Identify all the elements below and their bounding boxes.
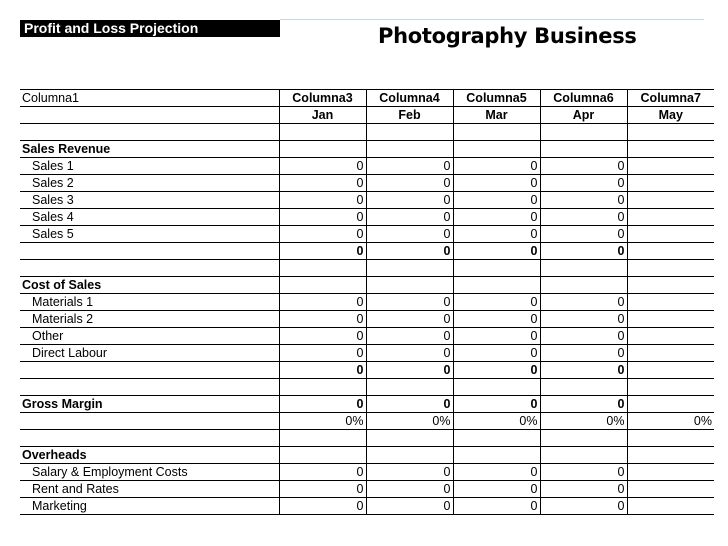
value-cell[interactable]: 0 — [366, 192, 453, 209]
row-label-cell[interactable]: Direct Labour — [20, 345, 279, 362]
value-cell[interactable] — [627, 430, 714, 447]
value-cell[interactable]: 0 — [540, 294, 627, 311]
row-label-cell[interactable]: Marketing — [20, 498, 279, 515]
value-cell[interactable] — [279, 260, 366, 277]
row-label-cell[interactable]: Salary & Employment Costs — [20, 464, 279, 481]
value-cell[interactable]: 0 — [366, 243, 453, 260]
value-cell[interactable]: 0 — [540, 396, 627, 413]
spreadsheet — [20, 89, 712, 515]
table-row — [20, 192, 714, 209]
value-cell[interactable] — [453, 379, 540, 396]
row-label-cell[interactable] — [20, 260, 279, 277]
value-cell[interactable]: 0 — [453, 226, 540, 243]
header-cell[interactable]: Columna1 — [20, 90, 279, 107]
row-label-cell[interactable] — [20, 379, 279, 396]
value-cell[interactable] — [540, 141, 627, 158]
sheet-banner: Profit and Loss Projection — [20, 20, 280, 37]
value-cell[interactable]: 0 — [366, 158, 453, 175]
value-cell[interactable] — [453, 430, 540, 447]
table-row — [20, 311, 714, 328]
month-cell[interactable]: Jan — [279, 107, 366, 124]
value-cell[interactable]: 0 — [453, 294, 540, 311]
value-cell[interactable] — [366, 447, 453, 464]
value-cell[interactable]: 0 — [366, 328, 453, 345]
value-cell[interactable]: 0 — [453, 498, 540, 515]
value-cell[interactable]: 0 — [366, 209, 453, 226]
value-cell[interactable]: 0% — [627, 413, 714, 430]
page-title: Photography Business — [378, 24, 637, 48]
value-cell[interactable]: 0 — [279, 362, 366, 379]
value-cell[interactable]: 0 — [366, 362, 453, 379]
value-cell[interactable] — [627, 447, 714, 464]
pnl-table — [20, 89, 714, 515]
value-cell[interactable] — [279, 379, 366, 396]
value-cell[interactable] — [627, 379, 714, 396]
value-cell[interactable] — [366, 430, 453, 447]
row-label-cell[interactable] — [20, 362, 279, 379]
row-label-cell[interactable] — [20, 413, 279, 430]
value-cell[interactable] — [279, 124, 366, 141]
value-cell[interactable] — [627, 260, 714, 277]
value-cell[interactable] — [627, 277, 714, 294]
table-row — [20, 413, 714, 430]
value-cell[interactable] — [627, 396, 714, 413]
value-cell[interactable] — [627, 311, 714, 328]
value-cell[interactable]: 0 — [453, 158, 540, 175]
value-cell[interactable]: 0% — [540, 413, 627, 430]
value-cell[interactable]: 0 — [366, 311, 453, 328]
value-cell[interactable]: 0 — [453, 175, 540, 192]
value-cell[interactable]: 0 — [279, 294, 366, 311]
value-cell[interactable]: 0 — [540, 464, 627, 481]
row-label-cell[interactable]: Rent and Rates — [20, 481, 279, 498]
value-cell[interactable]: 0 — [279, 158, 366, 175]
value-cell[interactable] — [627, 226, 714, 243]
value-cell[interactable]: 0 — [453, 464, 540, 481]
value-cell[interactable] — [627, 464, 714, 481]
value-cell[interactable]: 0 — [279, 226, 366, 243]
table-row — [20, 209, 714, 226]
value-cell[interactable] — [453, 260, 540, 277]
value-cell[interactable] — [540, 277, 627, 294]
value-cell[interactable]: 0 — [366, 175, 453, 192]
value-cell[interactable] — [540, 260, 627, 277]
value-cell[interactable]: 0 — [279, 464, 366, 481]
value-cell[interactable] — [627, 294, 714, 311]
value-cell[interactable]: 0 — [279, 192, 366, 209]
row-label-cell[interactable]: Sales Revenue — [20, 141, 279, 158]
table-row — [20, 175, 714, 192]
value-cell[interactable]: 0 — [279, 396, 366, 413]
value-cell[interactable]: 0 — [366, 226, 453, 243]
value-cell[interactable]: 0 — [540, 345, 627, 362]
row-label-cell[interactable]: Sales 5 — [20, 226, 279, 243]
value-cell[interactable] — [366, 277, 453, 294]
header-cell[interactable]: Columna7 — [627, 90, 714, 107]
value-cell[interactable]: 0% — [453, 413, 540, 430]
table-row — [20, 362, 714, 379]
value-cell[interactable]: 0% — [279, 413, 366, 430]
header-cell[interactable]: Columna4 — [366, 90, 453, 107]
value-cell[interactable]: 0 — [540, 175, 627, 192]
value-cell[interactable] — [627, 345, 714, 362]
value-cell[interactable] — [279, 277, 366, 294]
month-cell[interactable] — [20, 107, 279, 124]
row-label-cell[interactable]: Sales 3 — [20, 192, 279, 209]
month-row — [20, 107, 714, 124]
value-cell[interactable]: 0 — [453, 362, 540, 379]
value-cell[interactable]: 0 — [453, 345, 540, 362]
value-cell[interactable] — [540, 379, 627, 396]
value-cell[interactable]: 0 — [366, 481, 453, 498]
table-row — [20, 447, 714, 464]
value-cell[interactable] — [627, 243, 714, 260]
value-cell[interactable] — [453, 277, 540, 294]
value-cell[interactable]: 0 — [540, 328, 627, 345]
value-cell[interactable] — [627, 328, 714, 345]
table-row — [20, 124, 714, 141]
value-cell[interactable]: 0 — [453, 243, 540, 260]
value-cell[interactable] — [366, 379, 453, 396]
row-label-cell[interactable]: Materials 2 — [20, 311, 279, 328]
value-cell[interactable]: 0 — [279, 243, 366, 260]
row-label-cell[interactable]: Sales 1 — [20, 158, 279, 175]
table-row — [20, 379, 714, 396]
value-cell[interactable]: 0 — [453, 209, 540, 226]
value-cell[interactable]: 0 — [540, 192, 627, 209]
row-label-cell[interactable]: Cost of Sales — [20, 277, 279, 294]
value-cell[interactable]: 0 — [366, 464, 453, 481]
value-cell[interactable]: 0 — [453, 481, 540, 498]
value-cell[interactable] — [627, 175, 714, 192]
value-cell[interactable] — [627, 481, 714, 498]
row-label-cell[interactable] — [20, 430, 279, 447]
value-cell[interactable] — [366, 260, 453, 277]
value-cell[interactable]: 0 — [279, 345, 366, 362]
value-cell[interactable] — [627, 498, 714, 515]
value-cell[interactable]: 0 — [453, 192, 540, 209]
header-cell[interactable]: Columna6 — [540, 90, 627, 107]
table-row — [20, 464, 714, 481]
table-row — [20, 328, 714, 345]
row-label-cell[interactable]: Sales 2 — [20, 175, 279, 192]
row-label-cell[interactable]: Materials 1 — [20, 294, 279, 311]
value-cell[interactable]: 0 — [366, 345, 453, 362]
header-cell[interactable]: Columna5 — [453, 90, 540, 107]
value-cell[interactable] — [540, 430, 627, 447]
month-cell[interactable]: Mar — [453, 107, 540, 124]
value-cell[interactable]: 0 — [453, 311, 540, 328]
value-cell[interactable]: 0% — [366, 413, 453, 430]
table-row — [20, 226, 714, 243]
table-row — [20, 260, 714, 277]
value-cell[interactable] — [366, 141, 453, 158]
value-cell[interactable]: 0 — [366, 396, 453, 413]
row-label-cell[interactable]: Sales 4 — [20, 209, 279, 226]
value-cell[interactable] — [279, 430, 366, 447]
value-cell[interactable]: 0 — [279, 175, 366, 192]
header-row — [20, 90, 714, 107]
value-cell[interactable] — [540, 124, 627, 141]
table-row — [20, 396, 714, 413]
value-cell[interactable] — [453, 141, 540, 158]
value-cell[interactable] — [627, 124, 714, 141]
table-row — [20, 345, 714, 362]
value-cell[interactable]: 0 — [540, 226, 627, 243]
value-cell[interactable]: 0 — [540, 243, 627, 260]
month-cell[interactable]: Feb — [366, 107, 453, 124]
value-cell[interactable]: 0 — [540, 209, 627, 226]
value-cell[interactable]: 0 — [279, 498, 366, 515]
value-cell[interactable] — [366, 124, 453, 141]
value-cell[interactable] — [627, 141, 714, 158]
table-row — [20, 141, 714, 158]
value-cell[interactable]: 0 — [540, 498, 627, 515]
value-cell[interactable] — [279, 141, 366, 158]
value-cell[interactable] — [627, 192, 714, 209]
value-cell[interactable]: 0 — [279, 481, 366, 498]
value-cell[interactable]: 0 — [453, 396, 540, 413]
table-row — [20, 294, 714, 311]
value-cell[interactable] — [453, 447, 540, 464]
row-label-cell[interactable] — [20, 243, 279, 260]
top-divider — [280, 19, 704, 20]
value-cell[interactable]: 0 — [366, 294, 453, 311]
table-row — [20, 277, 714, 294]
value-cell[interactable] — [627, 209, 714, 226]
value-cell[interactable]: 0 — [540, 158, 627, 175]
month-cell[interactable]: Apr — [540, 107, 627, 124]
value-cell[interactable] — [540, 447, 627, 464]
table-row — [20, 243, 714, 260]
row-label-cell[interactable]: Other — [20, 328, 279, 345]
table-row — [20, 481, 714, 498]
value-cell[interactable]: 0 — [453, 328, 540, 345]
value-cell[interactable] — [453, 124, 540, 141]
value-cell[interactable]: 0 — [540, 362, 627, 379]
value-cell[interactable]: 0 — [366, 498, 453, 515]
value-cell[interactable] — [627, 158, 714, 175]
month-cell[interactable]: May — [627, 107, 714, 124]
table-row — [20, 158, 714, 175]
table-row — [20, 498, 714, 515]
row-label-cell[interactable]: Gross Margin — [20, 396, 279, 413]
row-label-cell[interactable]: Overheads — [20, 447, 279, 464]
value-cell[interactable] — [279, 447, 366, 464]
header-cell[interactable]: Columna3 — [279, 90, 366, 107]
value-cell[interactable]: 0 — [540, 481, 627, 498]
value-cell[interactable] — [627, 362, 714, 379]
value-cell[interactable]: 0 — [540, 311, 627, 328]
value-cell[interactable]: 0 — [279, 209, 366, 226]
value-cell[interactable]: 0 — [279, 311, 366, 328]
value-cell[interactable]: 0 — [279, 328, 366, 345]
row-label-cell[interactable] — [20, 124, 279, 141]
table-row — [20, 430, 714, 447]
